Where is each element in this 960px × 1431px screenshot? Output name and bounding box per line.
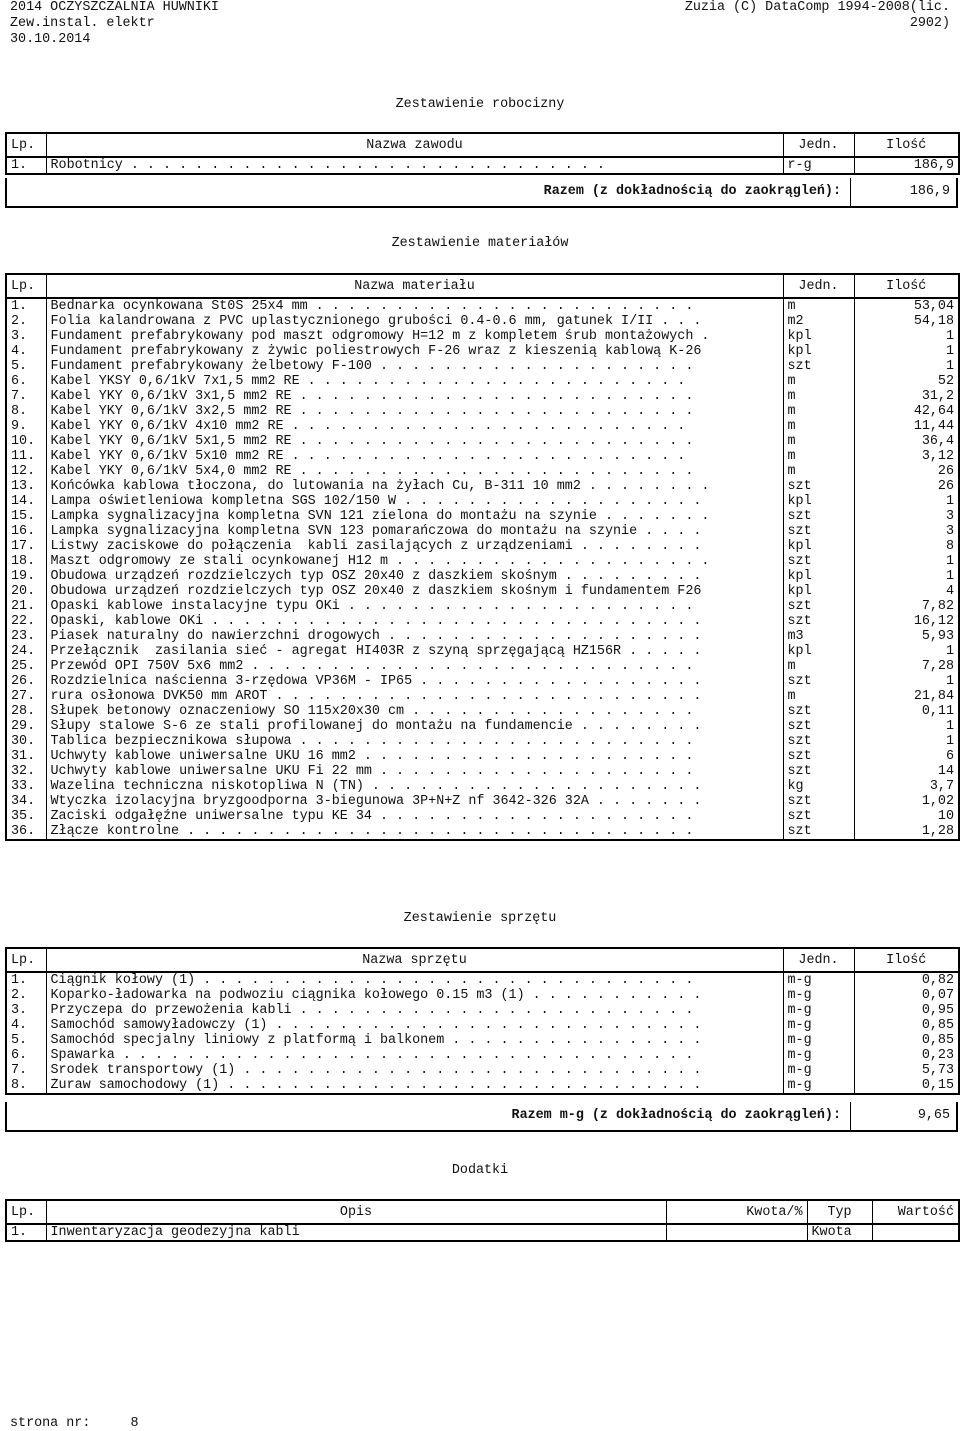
table-row [6,599,959,614]
cell-lp: 13. [6,479,46,494]
cell-qty: 3 [854,524,959,539]
header-date: 30.10.2014 [10,32,91,47]
cell-name: Fundament prefabrykowany pod maszt odgromowy H=12 m z kompletem śrub montażowych . [46,329,783,344]
cell-qty: 7,28 [854,659,959,674]
cell-lp: 17. [6,539,46,554]
table-row [6,1018,959,1033]
cell-unit: m-g [783,1033,854,1048]
table-row [6,749,959,764]
cell-name: Wtyczka izolacyjna bryzgoodporna 3-biegunowa 3P+N+Z nf 3642-326 32A . . . . . . . [46,794,783,809]
table-row [6,1224,959,1241]
cell-name: rura osłonowa DVK50 mm AROT . . . . . . . . . . . . . . . . . . . . . . . . . . . [46,689,783,704]
cell-qty: 4 [854,584,959,599]
cell-name: Samochód specjalny liniowy z platformą i balkonem . . . . . . . . . . . . . . . . [46,1033,783,1048]
cell-unit: m [783,298,854,314]
cell-lp: 27. [6,689,46,704]
col-header-name: Nazwa zawodu [46,133,783,157]
cell-lp: 34. [6,794,46,809]
cell-lp: 36. [6,824,46,840]
cell-qty: 1 [854,734,959,749]
cell-lp: 4. [6,344,46,359]
cell-name: Kabel YKY 0,6/1kV 5x4,0 mm2 RE . . . . . . . . . . . . . . . . . . . . . . . . . [46,464,783,479]
cell-name: Złącze kontrolne . . . . . . . . . . . . . . . . . . . . . . . . . . . . . . . . [46,824,783,840]
table-body [6,157,959,174]
table-row [6,824,959,840]
cell-unit: kpl [783,539,854,554]
col-header-unit: Jedn. [783,948,854,972]
table-row [6,1063,959,1078]
cell-qty: 1 [854,329,959,344]
header-left-2: Zew.instal. elektr [10,16,155,31]
cell-opis: Inwentaryzacja geodezyjna kabli [46,1224,666,1241]
table-row [6,734,959,749]
cell-name: Przyczepa do przewożenia kabli . . . . . . . . . . . . . . . . . . . . . . . . . [46,1003,783,1018]
cell-unit: szt [783,674,854,689]
page-number: 8 [130,1416,139,1431]
table-row [6,298,959,314]
cell-unit: m [783,689,854,704]
cell-qty: 0,82 [854,972,959,988]
table-row [6,629,959,644]
col-header-name: Nazwa sprzętu [46,948,783,972]
cell-name: Kabel YKY 0,6/1kV 4x10 mm2 RE . . . . . . . . . . . . . . . . . . . . . . . . . [46,419,783,434]
table-row [6,359,959,374]
cell-lp: 30. [6,734,46,749]
cell-name: Kabel YKY 0,6/1kV 5x1,5 mm2 RE . . . . . . . . . . . . . . . . . . . . . . . . . [46,434,783,449]
cell-unit: szt [783,749,854,764]
cell-lp: 32. [6,764,46,779]
cell-qty: 0,23 [854,1048,959,1063]
table-row [6,794,959,809]
col-header-qty: Ilość [854,133,959,157]
section-title-robocizna: Zestawienie robocizny [395,97,565,112]
cell-lp: 28. [6,704,46,719]
table-row [6,644,959,659]
cell-lp: 19. [6,569,46,584]
cell-name: Obudowa urządzeń rozdzielczych typ OSZ 20x40 z daszkiem skośnym . . . . . . . . . [46,569,783,584]
cell-name: Kabel YKY 0,6/1kV 3x2,5 mm2 RE . . . . . . . . . . . . . . . . . . . . . . . . . [46,404,783,419]
cell-unit: m-g [783,1063,854,1078]
cell-qty: 16,12 [854,614,959,629]
table-row [6,704,959,719]
cell-lp: 5. [6,359,46,374]
cell-name: Fundament prefabrykowany żelbetowy F-100 . . . . . . . . . . . . . . . . . . . . [46,359,783,374]
cell-name: Fundament prefabrykowany z żywic poliestrowych F-26 wraz z kieszenią kablową K-26 [46,344,783,359]
cell-qty: 1 [854,344,959,359]
cell-name: Uchwyty kablowe uniwersalne UKU 16 mm2 . . . . . . . . . . . . . . . . . . . . . [46,749,783,764]
cell-name: Kabel YKY 0,6/1kV 3x1,5 mm2 RE . . . . . . . . . . . . . . . . . . . . . . . . . [46,389,783,404]
col-header-wartosc: Wartość [872,1200,959,1224]
table-row [6,449,959,464]
cell-qty: 10 [854,809,959,824]
section-title-sprzet: Zestawienie sprzętu [403,911,557,926]
table-materialy [5,273,960,841]
total-value: 186,9 [909,184,950,199]
cell-qty: 21,84 [854,689,959,704]
cell-unit: m [783,449,854,464]
cell-unit: kpl [783,494,854,509]
cell-unit: szt [783,809,854,824]
table-row [6,972,959,988]
cell-qty: 6 [854,749,959,764]
col-header-unit: Jedn. [783,133,854,157]
table-dodatki [5,1199,960,1242]
cell-name: Słupy stalowe S-6 ze stali profilowanej do montażu na fundamencie . . . . . . . . [46,719,783,734]
cell-qty: 3 [854,509,959,524]
cell-name: Ciągnik kołowy (1) . . . . . . . . . . . . . . . . . . . . . . . . . . . . . . . [46,972,783,988]
table-row [6,329,959,344]
cell-unit: szt [783,554,854,569]
cell-lp: 7. [6,1063,46,1078]
total-sprzet [5,1102,958,1132]
cell-name: Samochód samowyładowczy (1) . . . . . . . . . . . . . . . . . . . . . . . . . . . [46,1018,783,1033]
col-header-kwota: Kwota/% [666,1200,807,1224]
cell-unit: m [783,419,854,434]
cell-unit: m-g [783,1048,854,1063]
cell-name: Opaski kablowe instalacyjne typu OKi . . . . . . . . . . . . . . . . . . . . . . [46,599,783,614]
cell-wartosc [872,1224,959,1241]
cell-name: Spawarka . . . . . . . . . . . . . . . . . . . . . . . . . . . . . . . . . . . . [46,1048,783,1063]
cell-qty: 1 [854,719,959,734]
cell-unit: szt [783,734,854,749]
table-row [6,719,959,734]
cell-unit: m [783,404,854,419]
cell-qty: 26 [854,479,959,494]
cell-lp: 12. [6,464,46,479]
cell-unit: kpl [783,344,854,359]
table-row [6,524,959,539]
total-label: Razem m-g (z dokładnością do zaokrągleń): [511,1108,841,1123]
cell-qty: 14 [854,764,959,779]
cell-unit: kpl [783,569,854,584]
cell-unit: m-g [783,988,854,1003]
page-number-label: strona nr: [10,1416,91,1431]
cell-name: Żuraw samochodowy (1) . . . . . . . . . . . . . . . . . . . . . . . . . . . . . . [46,1078,783,1094]
cell-unit: m [783,464,854,479]
header-right-1: Zuzia (C) DataComp 1994-2008(lic. [684,0,950,15]
cell-name: Lampka sygnalizacyjna kompletna SVN 121 zielona do montażu na szynie . . . . . . . [46,509,783,524]
col-header-lp: Lp. [6,133,46,157]
table-row [6,584,959,599]
cell-lp: 8. [6,1078,46,1094]
cell-qty: 5,93 [854,629,959,644]
total-separator [850,178,851,206]
cell-unit: m-g [783,1078,854,1094]
cell-name: Przewód OPI 750V 5x6 mm2 . . . . . . . . . . . . . . . . . . . . . . . . . . . . [46,659,783,674]
cell-qty: 26 [854,464,959,479]
cell-qty: 0,07 [854,988,959,1003]
cell-name: Zaciski odgałęźne uniwersalne typu KE 34 . . . . . . . . . . . . . . . . . . . . [46,809,783,824]
table-row [6,539,959,554]
cell-unit: m [783,389,854,404]
cell-unit: szt [783,824,854,840]
cell-qty: 0,95 [854,1003,959,1018]
cell-lp: 35. [6,809,46,824]
table-row [6,389,959,404]
cell-name: Środek transportowy (1) . . . . . . . . . . . . . . . . . . . . . . . . . . . . . [46,1063,783,1078]
cell-lp: 15. [6,509,46,524]
cell-lp: 31. [6,749,46,764]
cell-lp: 18. [6,554,46,569]
cell-unit: m-g [783,972,854,988]
table-row [6,674,959,689]
cell-lp: 1. [6,1224,46,1241]
cell-lp: 20. [6,584,46,599]
cell-name: Tablica bezpiecznikowa słupowa . . . . . . . . . . . . . . . . . . . . . . . . . [46,734,783,749]
table-body [6,298,959,840]
header-left-1: 2014 OCZYSZCZALNIA HUWNIKI [10,0,219,15]
cell-unit: szt [783,509,854,524]
cell-qty: 1,02 [854,794,959,809]
cell-qty: 8 [854,539,959,554]
cell-name: Robotnicy . . . . . . . . . . . . . . . . . . . . . . . . . . . . . . [46,157,783,174]
cell-qty: 36,4 [854,434,959,449]
cell-unit: szt [783,794,854,809]
table-row [6,494,959,509]
cell-qty: 11,44 [854,419,959,434]
cell-lp: 6. [6,374,46,389]
total-robocizna [5,178,958,208]
cell-name: Końcówka kablowa tłoczona, do lutowania na żyłach Cu, B-311 10 mm2 . . . . . . . . [46,479,783,494]
cell-qty: 186,9 [854,157,959,174]
col-header-name: Nazwa materiału [46,274,783,298]
cell-unit: szt [783,359,854,374]
col-header-typ: Typ [807,1200,872,1224]
cell-unit: m2 [783,314,854,329]
section-title-dodatki: Dodatki [451,1163,509,1178]
cell-unit: szt [783,614,854,629]
cell-name: Lampa oświetleniowa kompletna SGS 102/150 W . . . . . . . . . . . . . . . . . . . [46,494,783,509]
cell-unit: szt [783,599,854,614]
cell-lp: 10. [6,434,46,449]
table-row [6,764,959,779]
cell-name: Słupek betonowy oznaczeniowy SO 115x20x30 cm . . . . . . . . . . . . . . . . . . [46,704,783,719]
cell-name: Lampka sygnalizacyjna kompletna SVN 123 pomarańczowa do montażu na szynie . . . . [46,524,783,539]
cell-name: Przełącznik zasilania sieć - agregat HI403R z szyną sprzęgającą HZ156R . . . . . [46,644,783,659]
cell-name: Wazelina techniczna niskotopliwa N (TN) . . . . . . . . . . . . . . . . . . . . . [46,779,783,794]
cell-lp: 1. [6,972,46,988]
table-row [6,434,959,449]
cell-qty: 7,82 [854,599,959,614]
table-row [6,1033,959,1048]
table-row [6,569,959,584]
cell-lp: 3. [6,1003,46,1018]
cell-qty: 1 [854,569,959,584]
cell-name: Listwy zaciskowe do połączenia kabli zasilających z urządzeniami . . . . . . . . [46,539,783,554]
table-row [6,464,959,479]
cell-lp: 21. [6,599,46,614]
table-row [6,988,959,1003]
cell-unit: m3 [783,629,854,644]
table-row [6,1078,959,1094]
table-row [6,157,959,174]
table-row [6,614,959,629]
table-row [6,689,959,704]
cell-name: Bednarka ocynkowana St0S 25x4 mm . . . . . . . . . . . . . . . . . . . . . . . . [46,298,783,314]
cell-unit: szt [783,524,854,539]
cell-qty: 42,64 [854,404,959,419]
cell-name: Opaski, kablowe OKi . . . . . . . . . . . . . . . . . . . . . . . . . . . . . . . [46,614,783,629]
cell-name: Kabel YKY 0,6/1kV 5x10 mm2 RE . . . . . . . . . . . . . . . . . . . . . . . . . [46,449,783,464]
cell-name: Folia kalandrowana z PVC uplastycznionego grubości 0.4-0.6 mm, gatunek I/II . . . [46,314,783,329]
cell-typ: Kwota [807,1224,872,1241]
cell-unit: szt [783,719,854,734]
col-header-unit: Jedn. [783,274,854,298]
cell-lp: 7. [6,389,46,404]
cell-lp: 24. [6,644,46,659]
cell-name: Uchwyty kablowe uniwersalne UKU Fi 22 mm . . . . . . . . . . . . . . . . . . . . [46,764,783,779]
cell-lp: 14. [6,494,46,509]
cell-unit: kg [783,779,854,794]
cell-lp: 5. [6,1033,46,1048]
col-header-opis: Opis [46,1200,666,1224]
cell-name: Rozdzielnica naścienna 3-rzędowa VP36M - IP65 . . . . . . . . . . . . . . . . . . [46,674,783,689]
cell-lp: 1. [6,157,46,174]
col-header-lp: Lp. [6,948,46,972]
cell-qty: 5,73 [854,1063,959,1078]
cell-lp: 2. [6,314,46,329]
cell-lp: 6. [6,1048,46,1063]
cell-unit: m-g [783,1018,854,1033]
col-header-lp: Lp. [6,1200,46,1224]
total-label: Razem (z dokładnością do zaokrągleń): [543,184,841,199]
cell-lp: 25. [6,659,46,674]
cell-unit: kpl [783,329,854,344]
cell-name: Piasek naturalny do nawierzchni drogowych . . . . . . . . . . . . . . . . . . . . [46,629,783,644]
header-right-2: 2902) [909,16,950,31]
cell-lp: 22. [6,614,46,629]
cell-lp: 3. [6,329,46,344]
cell-unit: m [783,374,854,389]
cell-lp: 16. [6,524,46,539]
col-header-lp: Lp. [6,274,46,298]
table-row [6,1048,959,1063]
cell-lp: 23. [6,629,46,644]
cell-qty: 1 [854,494,959,509]
cell-qty: 0,85 [854,1018,959,1033]
table-robocizna [5,132,960,175]
cell-qty: 1 [854,674,959,689]
cell-qty: 3,12 [854,449,959,464]
table-row [6,659,959,674]
cell-lp: 4. [6,1018,46,1033]
cell-lp: 8. [6,404,46,419]
table-row [6,344,959,359]
cell-qty: 52 [854,374,959,389]
cell-unit: szt [783,479,854,494]
cell-unit: szt [783,764,854,779]
cell-qty: 54,18 [854,314,959,329]
table-row [6,809,959,824]
table-row [6,779,959,794]
cell-name: Koparko-ładowarka na podwoziu ciągnika kołowego 0.15 m3 (1) . . . . . . . . . . . [46,988,783,1003]
cell-qty: 31,2 [854,389,959,404]
cell-name: Obudowa urządzeń rozdzielczych typ OSZ 20x40 z daszkiem skośnym i fundamentem F26 [46,584,783,599]
cell-unit: m [783,434,854,449]
section-title-materialy: Zestawienie materiałów [391,236,569,251]
cell-qty: 3,7 [854,779,959,794]
cell-unit: kpl [783,584,854,599]
table-row [6,419,959,434]
cell-qty: 1 [854,359,959,374]
table-row [6,509,959,524]
table-sprzet [5,947,960,1095]
total-separator [850,1102,851,1130]
cell-qty: 53,04 [854,298,959,314]
cell-qty: 1,28 [854,824,959,840]
table-row [6,1003,959,1018]
cell-name: Kabel YKSY 0,6/1kV 7x1,5 mm2 RE . . . . . . . . . . . . . . . . . . . . . . . . [46,374,783,389]
table-row [6,314,959,329]
table-row [6,404,959,419]
cell-lp: 2. [6,988,46,1003]
col-header-qty: Ilość [854,948,959,972]
cell-lp: 26. [6,674,46,689]
cell-qty: 1 [854,644,959,659]
cell-lp: 33. [6,779,46,794]
total-value: 9,65 [917,1108,950,1123]
cell-kwota [666,1224,807,1241]
table-row [6,479,959,494]
col-header-qty: Ilość [854,274,959,298]
cell-lp: 11. [6,449,46,464]
cell-qty: 0,15 [854,1078,959,1094]
table-row [6,374,959,389]
table-body [6,972,959,1094]
cell-qty: 0,85 [854,1033,959,1048]
cell-qty: 0,11 [854,704,959,719]
cell-qty: 1 [854,554,959,569]
cell-unit: m [783,659,854,674]
page-footer [10,1416,139,1431]
cell-lp: 9. [6,419,46,434]
cell-lp: 29. [6,719,46,734]
cell-unit: kpl [783,644,854,659]
cell-unit: r-g [783,157,854,174]
cell-lp: 1. [6,298,46,314]
cell-unit: szt [783,704,854,719]
table-row [6,554,959,569]
cell-unit: m-g [783,1003,854,1018]
cell-name: Maszt odgromowy ze stali ocynkowanej H12 m . . . . . . . . . . . . . . . . . . . . [46,554,783,569]
